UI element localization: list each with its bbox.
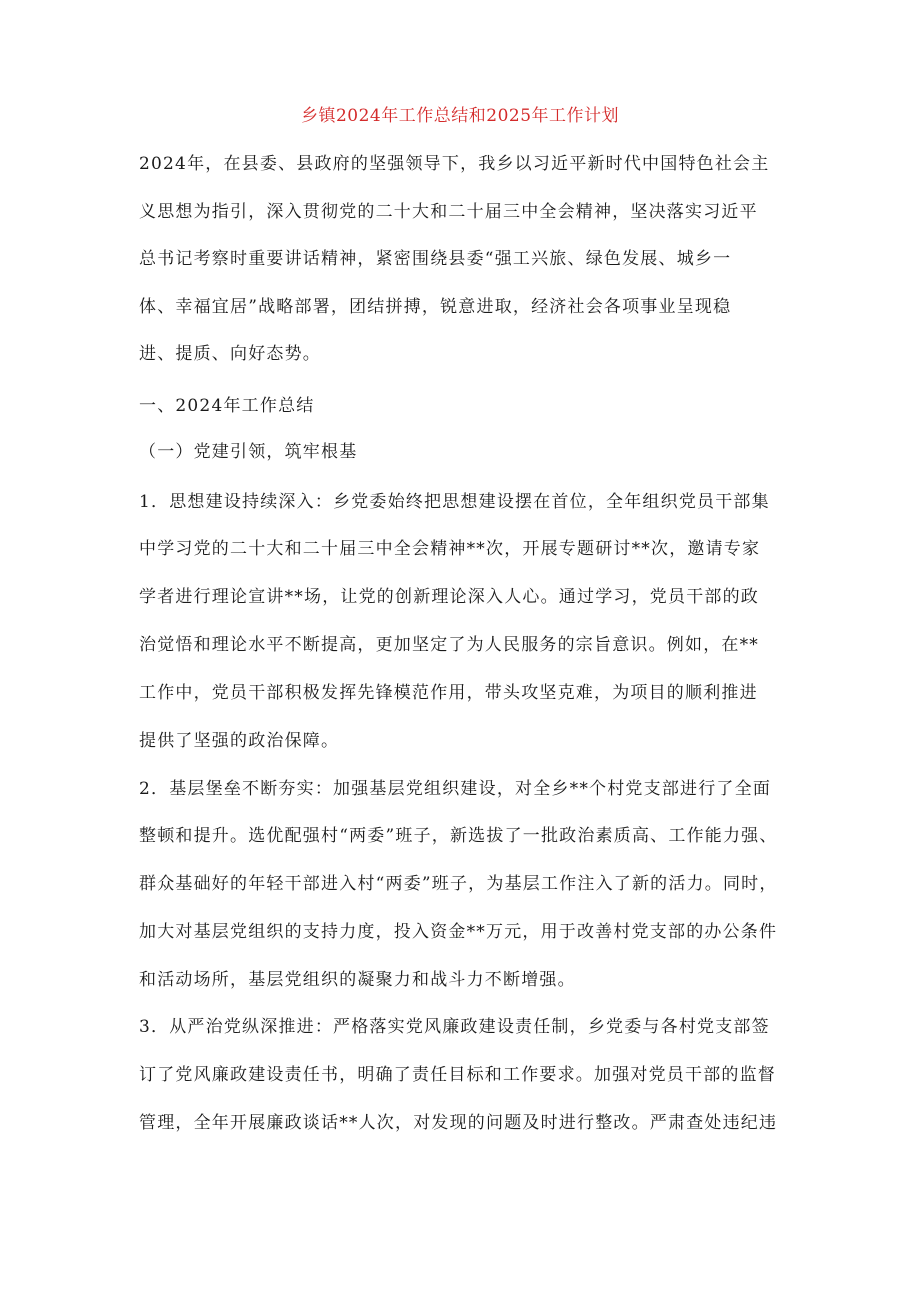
paragraph-line: 总书记考察时重要讲话精神，紧密围绕县委“强工兴旅、绿色发展、城乡一 [139,249,732,269]
subsection-heading: （一）党建引领，筑牢根基 [139,442,358,462]
paragraph-line: 群众基础好的年轻干部进入村“两委”班子，为基层工作注入了新的活力。同时， [139,874,778,894]
paragraph-line: 订了党风廉政建设责任书，明确了责任目标和工作要求。加强对党员干部的监督 [139,1065,776,1085]
paragraph-line: 学者进行理论宣讲**场，让党的创新理论深入人心。通过学习，党员干部的政 [139,587,759,607]
section-heading: 一、2024年工作总结 [139,396,315,416]
paragraph-line: 管理，全年开展廉政谈话**人次，对发现的问题及时进行整改。严肃查处违纪违 [139,1113,778,1133]
paragraph-line: 治觉悟和理论水平不断提高，更加坚定了为人民服务的宗旨意识。例如，在** [139,635,759,655]
paragraph-line: 中学习党的二十大和二十届三中全会精神**次，开展专题研讨**次，邀请专家 [139,539,761,559]
paragraph-line: 2024年，在县委、县政府的坚强领导下，我乡以习近平新时代中国特色社会主 [139,154,770,174]
paragraph-line: 3．从严治党纵深推进：严格落实党风廉政建设责任制，乡党委与各村党支部签 [139,1017,770,1037]
paragraph-line: 提供了坚强的政治保障。 [139,731,340,751]
paragraph-line: 和活动场所，基层党组织的凝聚力和战斗力不断增强。 [139,970,576,990]
paragraph-line: 义思想为指引，深入贯彻党的二十大和二十届三中全会精神，坚决落实习近平 [139,202,758,222]
document-title: 乡镇2024年工作总结和2025年工作计划 [300,106,620,126]
paragraph-line: 进、提质、向好态势。 [139,344,321,364]
paragraph-line: 2．基层堡垒不断夯实：加强基层党组织建设，对全乡**个村党支部进行了全面 [139,779,772,799]
paragraph-line: 1．思想建设持续深入：乡党委始终把思想建设摆在首位，全年组织党员干部集 [139,492,770,512]
paragraph-line: 整顿和提升。选优配强村“两委”班子，新选拔了一批政治素质高、工作能力强、 [139,826,778,846]
paragraph-line: 体、幸福宜居”战略部署，团结拼搏，锐意进取，经济社会各项事业呈现稳 [139,297,732,317]
paragraph-line: 工作中，党员干部积极发挥先锋模范作用，带头攻坚克难，为项目的顺利推进 [139,683,758,703]
paragraph-line: 加大对基层党组织的支持力度，投入资金**万元，用于改善村党支部的办公条件 [139,922,778,942]
